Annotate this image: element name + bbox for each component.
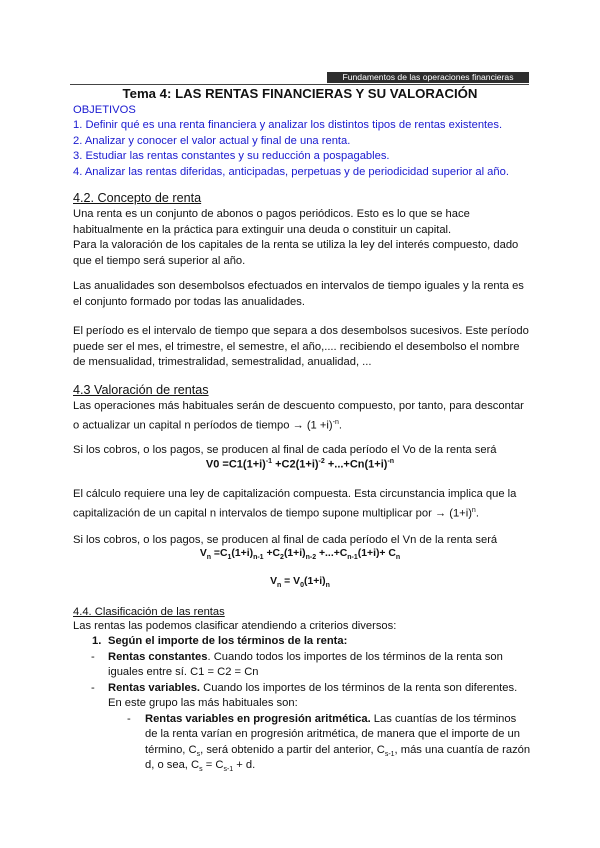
text-line: Las operaciones más habituales serán de descuento compuesto, por tanto, para descontar (73, 400, 524, 412)
text-line: Si los cobros, o los pagos, se producen al final de cada período el Vn de la renta será (73, 534, 498, 546)
list-item-line: En este grupo las más habituales son: (108, 697, 298, 709)
text-line: El cálculo requiere una ley de capitalización compuesta. Esta circunstancia implica que la (73, 488, 517, 500)
list-item-line: iguales entre sí. C1 = C2 = Cn (108, 666, 259, 678)
paragraph (73, 324, 533, 371)
text-line: Si los cobros, o los pagos, se producen al final de cada período el Vo de la renta será (73, 444, 497, 456)
objective-item: 4. Analizar las rentas diferidas, anticipadas, perpetuas y de periodicidad superior al año. (73, 165, 509, 178)
text-line: de mensualidad, trimestralidad, semestralidad, anualidad, ... (73, 356, 372, 368)
header-tag: Fundamentos de las operaciones financieras (327, 72, 529, 83)
dash-bullet: - (91, 682, 95, 694)
paragraph (73, 207, 533, 269)
text-line: El período es el intervalo de tiempo que separa a dos desembolsos sucesivos. Este período (73, 325, 529, 337)
text-line: el conjunto formado por todas las anualidades. (73, 295, 305, 308)
list-item: Rentas variables. Cuando los importes de los términos de la renta son diferentes. (108, 682, 518, 694)
sub-list-item: Rentas variables en progresión aritmética. Las cuantías de los términos (145, 713, 517, 725)
paragraph (73, 399, 533, 434)
formula-vn: $V_n =C_1(1+i)_{n-1} +C_2(1+i)_{n-2} +...+C_{n-1}(1+i)+ C_n$ (199, 548, 401, 562)
text-line: puede ser el mes, el trimestre, el semestre, el año,.... recibiendo el desembolso el nombre (73, 340, 520, 353)
list-number: 1. (92, 635, 102, 647)
paragraph (73, 487, 533, 522)
paragraph: Las rentas las podemos clasificar atendiendo a criterios diversos: (73, 620, 397, 632)
text-line: Las anualidades son desembolsos efectuados en intervalos de tiempo iguales y la renta es (73, 280, 524, 292)
text-line: o actualizar un capital n períodos de tiempo → $(1 +i)^{-n}$. (73, 418, 342, 432)
sub-list-item-line: término, $C_s$, será obtenido a partir del anterior, $C_{s-1}$, más una cuantía de razón (145, 744, 531, 759)
paragraph (73, 279, 533, 310)
list-item-heading: Según el importe de los términos de la renta: (108, 635, 348, 647)
list-item: Rentas constantes. Cuando todos los importes de los términos de la renta son (108, 651, 503, 663)
dash-bullet: - (91, 651, 95, 663)
text-line: capitalización de un capital n intervalos de tiempo supone multiplicar por → $(1+i)^n$. (73, 506, 479, 520)
page-title: Tema 4: LAS RENTAS FINANCIERAS Y SU VALORACIÓN (122, 86, 478, 101)
paragraph (73, 533, 533, 549)
formula-v0: $V0 =C1(1+i)^{-1} +C2(1+i)^{-2} +...+Cn(1+i)^{-n}$ (205, 458, 395, 471)
objective-item: 2. Analizar y conocer el valor actual y final de una renta. (73, 134, 351, 147)
formula-vn-v0: $V_n = V_0(1+i)_n$ (270, 576, 330, 590)
section-heading-4-2: 4.2. Concepto de renta (73, 191, 202, 205)
header-rule (70, 84, 529, 85)
sub-list-item-line: d, o sea, $C_s = C_{s-1} + d$. (145, 759, 256, 774)
text-line: habitualmente en la práctica para extinguir una deuda o constituir un capital. (73, 223, 452, 236)
section-heading-4-4: 4.4. Clasificación de las rentas (73, 606, 225, 618)
objectives-heading: OBJETIVOS (73, 104, 136, 116)
text-line: Una renta es un conjunto de abonos o pagos periódicos. Esto es lo que se hace (73, 208, 470, 220)
text-line: que el tiempo será superior al año. (73, 254, 246, 267)
dash-bullet: - (127, 713, 131, 725)
objective-item: 3. Estudiar las rentas constantes y su reducción a pospagables. (73, 150, 390, 163)
objectives-block (73, 103, 543, 180)
section-heading-4-3: 4.3 Valoración de rentas (73, 383, 209, 397)
objective-item: 1. Definir qué es una renta financiera y analizar los distintos tipos de rentas existentes. (73, 119, 503, 132)
paragraph (73, 443, 533, 459)
sub-list-item-line: de la renta varían en progresión aritmética, de manera que el importe de un (145, 728, 520, 740)
text-line: Para la valoración de los capitales de la renta se utiliza la ley del interés compuesto, dado (73, 239, 519, 251)
